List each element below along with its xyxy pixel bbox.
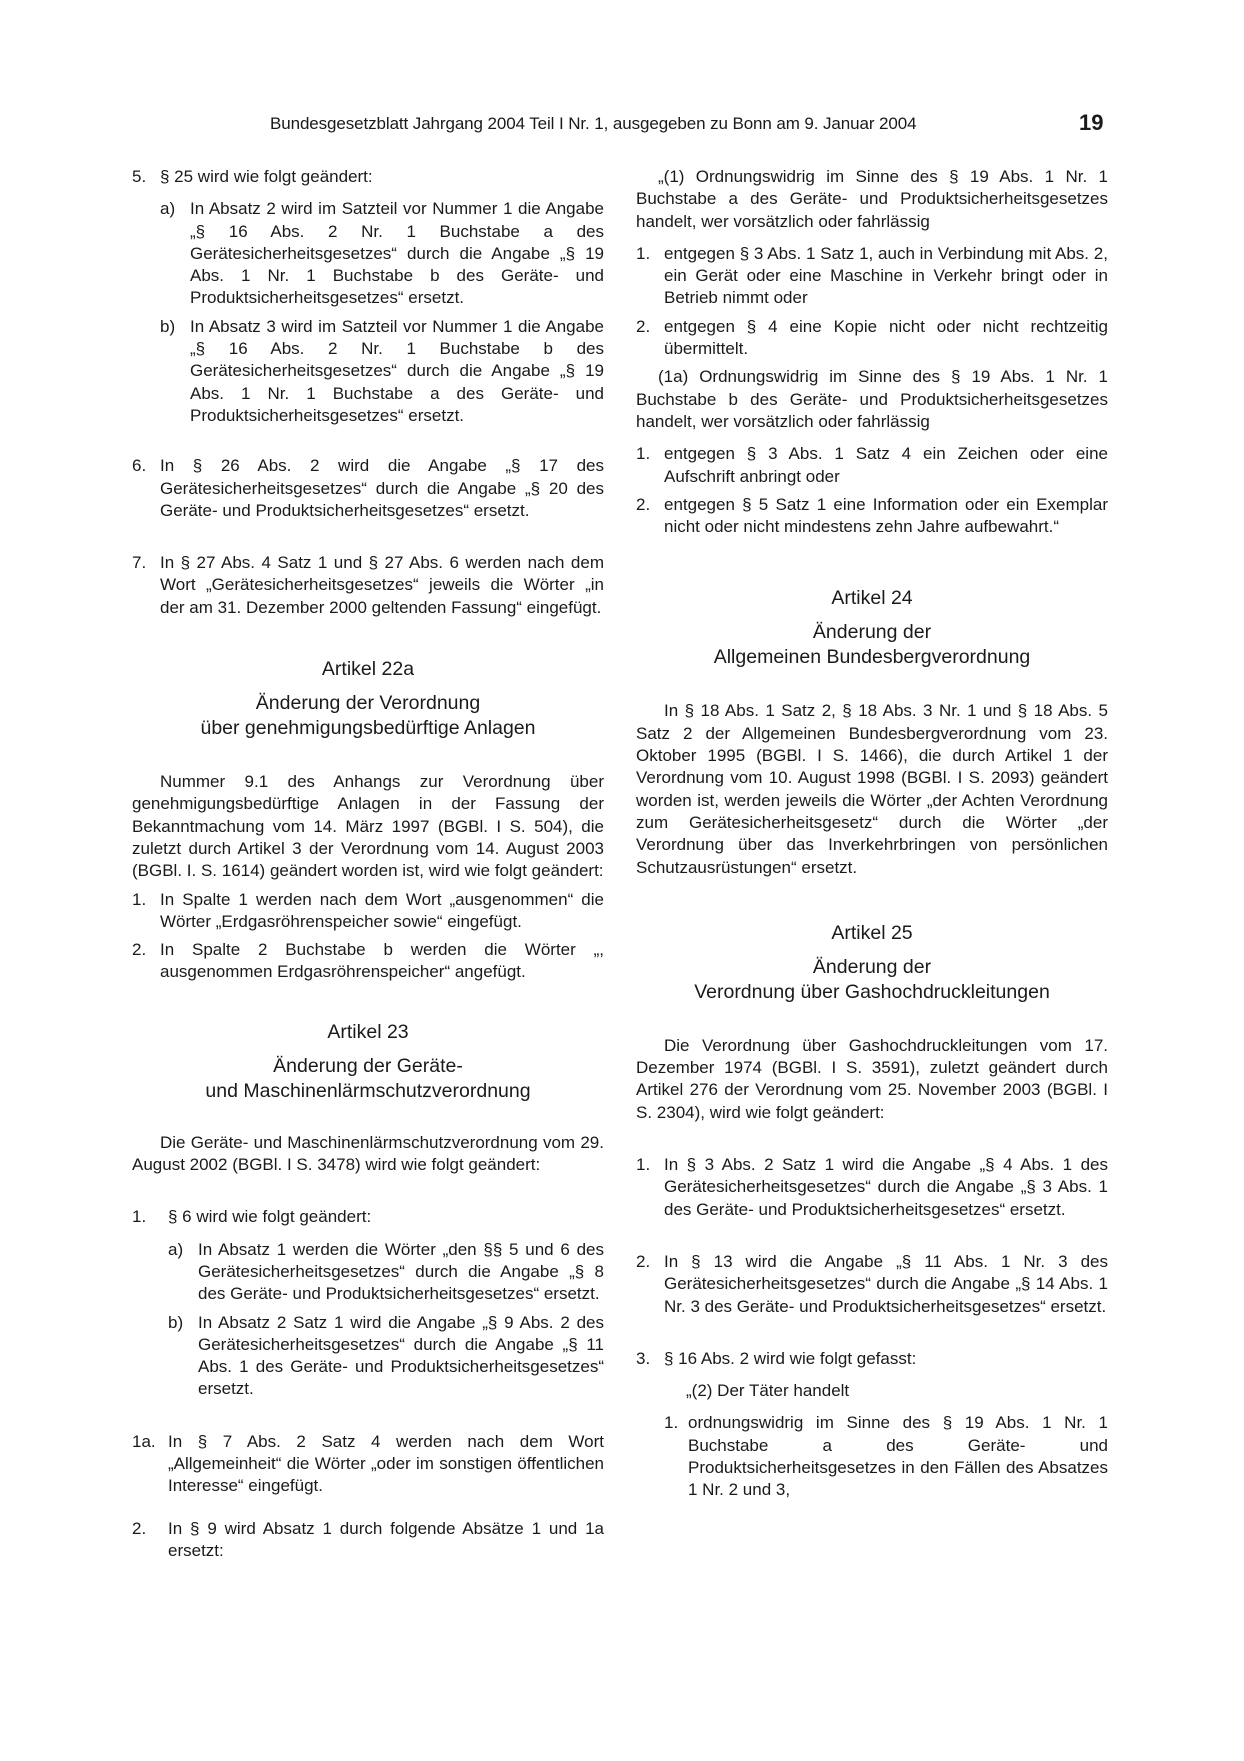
item-number: 5. bbox=[132, 167, 147, 186]
item-number: 2. bbox=[132, 940, 147, 960]
article-22a-heading: Artikel 22a bbox=[321, 658, 415, 681]
list-item-5b bbox=[160, 316, 604, 427]
item-number: 6. bbox=[132, 456, 147, 476]
article-24-text: In § 18 Abs. 1 Satz 2, § 18 Abs. 3 Nr. 1 und § 18 Abs. 5 Satz 2 der Allgemeinen Bundesbergverordnung vom 23. Oktober 1995 (BGBl. I S. 1466), die durch Artikel 1 der Verordnung vom 10. August 1998 (BGBl. I S. 2093) geändert worden ist, werden jeweils die Wörter „der Achten Verordnung zum Gerätesicherheitsgesetz“ durch die Wörter „der Verordnung über das Inverkehrbringen von persönlichen Schutzausrüstungen“ ersetzt. bbox=[636, 701, 1108, 877]
item-number: 1. bbox=[636, 243, 651, 263]
item-number: 1. bbox=[664, 1413, 679, 1433]
item-text: In § 13 wird die Angabe „§ 11 Abs. 1 Nr. 3 des Gerätesicherheitsgesetzes“ durch die Angabe „§ 14 Abs. 1 Nr. 3 des Geräte- und Produktsicherheitsgesetzes“ ersetzt. bbox=[664, 1251, 1108, 1316]
quote-1-item-2 bbox=[636, 316, 1108, 361]
article-24-title-line2: Allgemeinen Bundesbergverordnung bbox=[713, 646, 1031, 669]
item-text: In § 3 Abs. 2 Satz 1 wird die Angabe „§ 4 Abs. 1 des Gerätesicherheitsgesetzes“ durch die Angabe „§ 3 Abs. 1 des Geräte- und Produktsicherheitsgesetzes“ ersetzt. bbox=[664, 1155, 1108, 1219]
article-23-intro: Die Geräte- und Maschinenlärmschutzverordnung vom 29. August 2002 (BGBl. I S. 3478) wird wie folgt geändert: bbox=[132, 1132, 604, 1175]
item-letter: b) bbox=[168, 1312, 184, 1332]
article-22a-title-line1: Änderung der Verordnung bbox=[255, 692, 481, 715]
item-text: In Absatz 2 wird im Satzteil vor Nummer 1 die Angabe „§ 16 Abs. 2 Nr. 1 Buchstabe a des Gerätesicherheitsgesetzes“ durch die Angabe „§ 19 Abs. 1 Nr. 1 Buchstabe b des Geräte- und Produktsicherheitsgesetzes“ ersetzt. bbox=[190, 199, 604, 308]
item-number: 1. bbox=[636, 444, 651, 464]
item-number: 3. bbox=[636, 1348, 651, 1368]
article-25-title-line2: Verordnung über Gashochdruckleitungen bbox=[694, 980, 1050, 1003]
article-25-item-1 bbox=[636, 1154, 1108, 1221]
item-text: ordnungswidrig im Sinne des § 19 Abs. 1 Nr. 1 Buchstabe a des Geräte- und Produktsicherheitsgesetzes in den Fällen des Absatzes 1 Nr. 2 und 3, bbox=[688, 1413, 1108, 1500]
item-text: In Spalte 2 Buchstabe b werden die Wörter „, ausgenommen Erdgasröhrenspeicher“ angefügt. bbox=[160, 940, 604, 982]
article-25-title-line1: Änderung der bbox=[812, 955, 932, 978]
article-22a-item-2 bbox=[132, 939, 604, 984]
article-25-item-3-quote: „(2) Der Täter handelt bbox=[686, 1381, 850, 1401]
item-text: entgegen § 4 eine Kopie nicht oder nicht rechtzeitig übermittelt. bbox=[664, 316, 1108, 359]
item-text: entgegen § 3 Abs. 1 Satz 1, auch in Verbindung mit Abs. 2, ein Gerät oder eine Maschine in Verkehr bringt oder in Betrieb nimmt oder bbox=[664, 243, 1108, 308]
right-column bbox=[636, 166, 1108, 1502]
page-header bbox=[0, 112, 1244, 142]
list-item-6 bbox=[132, 455, 604, 522]
article-23-title-line1: Änderung der Geräte- bbox=[273, 1054, 463, 1077]
quote-1a-item-1 bbox=[636, 443, 1108, 488]
quote-1a-item-2 bbox=[636, 494, 1108, 539]
item-text: In Spalte 1 werden nach dem Wort „ausgenommen“ die Wörter „Erdgasröhrenspeicher sowie“ eingefügt. bbox=[160, 889, 604, 931]
article-23-item-2 bbox=[132, 1518, 604, 1563]
article-25-item-3-sub-1 bbox=[664, 1412, 1108, 1501]
item-text: entgegen § 5 Satz 1 eine Information oder ein Exemplar nicht oder nicht mindestens zehn Jahre aufbewahrt.“ bbox=[664, 494, 1108, 537]
article-23-title-line2: und Maschinenlärmschutzverordnung bbox=[205, 1079, 531, 1102]
article-23-item-1b bbox=[168, 1312, 604, 1401]
page-number: 19 bbox=[1079, 110, 1104, 135]
quote-1-item-1 bbox=[636, 243, 1108, 310]
list-item-5 bbox=[132, 166, 604, 188]
item-text: In Absatz 3 wird im Satzteil vor Nummer 1 die Angabe „§ 16 Abs. 2 Nr. 1 Buchstabe b des Gerätesicherheitsgesetzes“ durch die Angabe „§ 19 Abs. 1 Nr. 1 Buchstabe a des Geräte- und Produktsicherheitsgesetzes“ ersetzt. bbox=[190, 316, 604, 425]
item-text: § 6 wird wie folgt geändert: bbox=[168, 1207, 372, 1227]
article-25-heading: Artikel 25 bbox=[831, 921, 913, 944]
item-number: 1. bbox=[132, 1207, 147, 1227]
article-23-item-1a bbox=[168, 1239, 604, 1306]
article-24-heading: Artikel 24 bbox=[831, 587, 913, 610]
item-text: In Absatz 1 werden die Wörter „den §§ 5 und 6 des Gerätesicherheitsgesetzes“ durch die Angabe „§ 8 des Geräte- und Produktsicherheitsgesetzes“ ersetzt. bbox=[198, 1239, 604, 1304]
article-22a-item-1 bbox=[132, 889, 604, 934]
item-text: In § 27 Abs. 4 Satz 1 und § 27 Abs. 6 werden nach dem Wort „Gerätesicherheitsgesetzes“ jeweils die Wörter „in der am 31. Dezember 2000 geltenden Fassung“ eingefügt. bbox=[160, 553, 604, 617]
article-25-item-3 bbox=[636, 1348, 1108, 1370]
article-25-item-2 bbox=[636, 1251, 1108, 1318]
item-number: 2. bbox=[636, 494, 651, 514]
article-25-intro: Die Verordnung über Gashochdruckleitungen vom 17. Dezember 1974 (BGBl. I S. 3591), zuletzt geändert durch Artikel 276 der Verordnung vom 25. November 2003 (BGBl. I S. 2304), wird wie folgt geändert: bbox=[636, 1035, 1108, 1122]
article-22a-intro: Nummer 9.1 des Anhangs zur Verordnung über genehmigungsbedürftige Anlagen in der Fassung der Bekanntmachung vom 14. März 1997 (BGBl. I S. 504), die zuletzt durch Artikel 3 der Verordnung vom 14. August 2003 (BGBl. I. S. 1614) geändert worden ist, wird wie folgt geändert: bbox=[132, 772, 604, 881]
item-text: In § 26 Abs. 2 wird die Angabe „§ 17 des Gerätesicherheitsgesetzes“ durch die Angabe „§ 20 des Geräte- und Produktsicherheitsgesetzes“ ersetzt. bbox=[160, 456, 604, 520]
item-text: entgegen § 3 Abs. 1 Satz 4 ein Zeichen oder eine Aufschrift anbringt oder bbox=[664, 444, 1108, 486]
quote-paragraph-1: „(1) Ordnungswidrig im Sinne des § 19 Abs. 1 Nr. 1 Buchstabe a des Geräte- und Produktsicherheitsgesetzes handelt, wer vorsätzlich oder fahrlässig bbox=[636, 167, 1108, 231]
item-text: In Absatz 2 Satz 1 wird die Angabe „§ 9 Abs. 2 des Gerätesicherheitsgesetzes“ durch die Angabe „§ 11 Abs. 1 des Geräte- und Produktsicherheitsgesetzes“ ersetzt. bbox=[198, 1312, 604, 1399]
item-text: § 16 Abs. 2 wird wie folgt gefasst: bbox=[664, 1348, 917, 1368]
item-text: In § 7 Abs. 2 Satz 4 werden nach dem Wort „Allgemeinheit“ die Wörter „oder im sonstigen öffentlichen Interesse“ eingefügt. bbox=[168, 1431, 604, 1496]
article-24-title-line1: Änderung der bbox=[812, 621, 932, 644]
header-title: Bundesgesetzblatt Jahrgang 2004 Teil I Nr. 1, ausgegeben zu Bonn am 9. Januar 2004 bbox=[270, 114, 917, 133]
item-letter: a) bbox=[160, 199, 176, 219]
item-number: 1. bbox=[636, 1155, 651, 1175]
item-number: 1. bbox=[132, 889, 147, 909]
item-number: 7. bbox=[132, 553, 147, 573]
item-letter: a) bbox=[168, 1239, 184, 1259]
article-23-item-1 bbox=[132, 1206, 604, 1228]
item-number: 2. bbox=[636, 316, 651, 336]
item-number: 2. bbox=[636, 1251, 651, 1271]
article-22a-title-line2: über genehmigungsbedürftige Anlagen bbox=[200, 717, 536, 740]
item-number: 1a. bbox=[132, 1431, 156, 1451]
list-item-5a bbox=[160, 198, 604, 309]
item-number: 2. bbox=[132, 1518, 147, 1538]
item-letter: b) bbox=[160, 316, 176, 336]
item-text: § 25 wird wie folgt geändert: bbox=[160, 167, 373, 186]
list-item-7 bbox=[132, 552, 604, 619]
item-text: In § 9 wird Absatz 1 durch folgende Absätze 1 und 1a ersetzt: bbox=[168, 1518, 604, 1560]
left-column bbox=[132, 166, 604, 1562]
article-23-item-1a-new bbox=[132, 1431, 604, 1498]
quote-paragraph-1a: (1a) Ordnungswidrig im Sinne des § 19 Abs. 1 Nr. 1 Buchstabe b des Geräte- und Produktsicherheitsgesetzes handelt, wer vorsätzlich oder fahrlässig bbox=[636, 367, 1108, 431]
article-23-heading: Artikel 23 bbox=[327, 1020, 409, 1043]
